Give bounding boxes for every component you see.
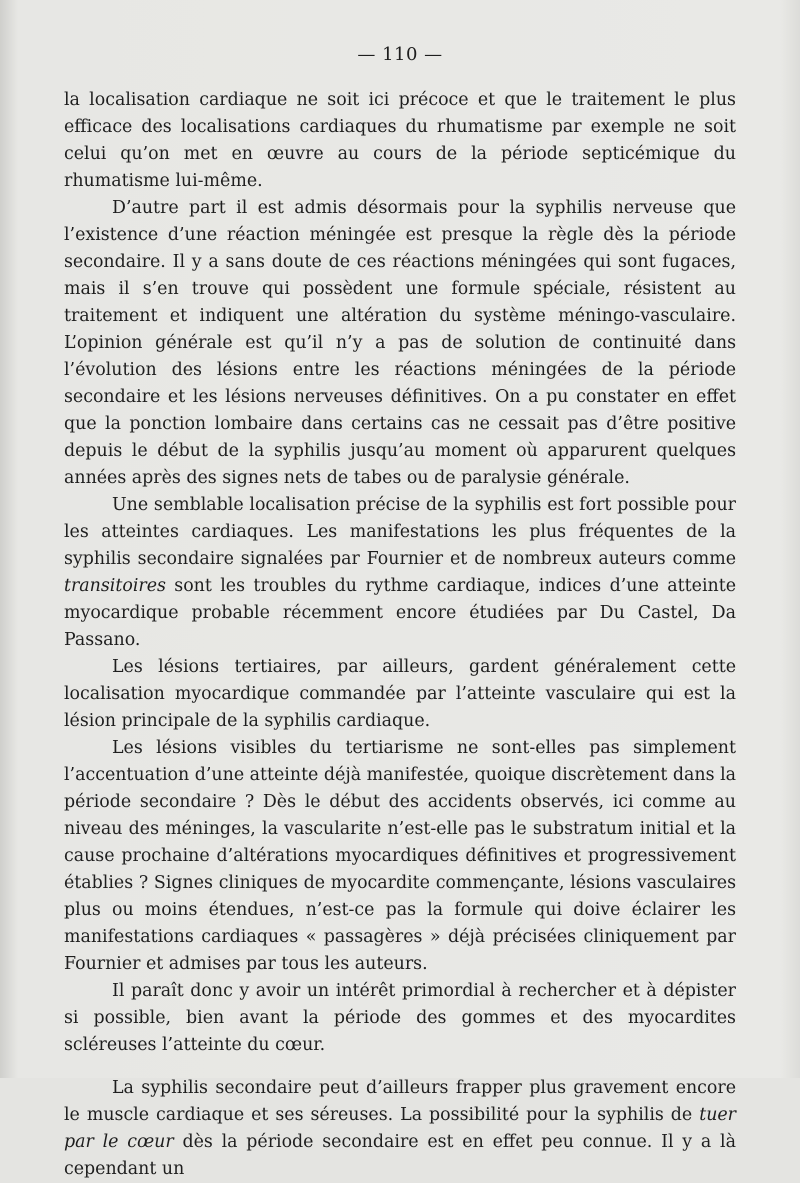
paragraph-7-emphasis: tuer par le cœur: [64, 1105, 736, 1152]
paragraph-2: D’autre part il est admis désormais pour la syphilis nerveuse que l’existence d’une réaction méningée est presque la règle dès la période secondaire. Il y a sans doute de ces réactions méningées qui sont fugaces, mais il s’en trouve qui possèdent une formule spéciale, résistent au traitement et indiquent une altération du système méningo-vasculaire. L’opinion générale est qu’il n’y a pas de solution de continuité dans l’évolution des lésions entre les réactions méningées de la période secondaire et les lésions nerveuses définitives. On a pu constater en effet que la ponction lombaire dans certains cas ne cessait pas d’être positive depuis le début de la syphilis jusqu’au moment où apparurent quelques années après des signes nets de tabes ou de paralysie générale.: [64, 198, 736, 488]
paragraph-6: Il paraît donc y avoir un intérêt primordial à rechercher et à dépister si possible, bien avant la période des gommes et des myocardites scléreuses l’atteinte du cœur.: [64, 981, 736, 1055]
paragraph-7: [64, 1075, 736, 1183]
paragraph-1: la localisation cardiaque ne soit ici précoce et que le traitement le plus efficace des localisations cardiaques du rhumatisme par exemple ne soit celui qu’on met en œuvre au cours de la période septicémique du rhumatisme lui-même.: [64, 90, 736, 191]
paragraph-3-text-after: sont les troubles du rythme cardiaque, indices d’une atteinte myocardique probable récemment encore étudiées par Du Castel, Da Passano.: [64, 576, 736, 650]
paragraph-7-text-after: dès la période secondaire est en effet peu connue. Il y a là cependant un: [64, 1132, 736, 1179]
page-number: — 110 —: [357, 44, 443, 65]
paragraph-7-text-before: La syphilis secondaire peut d’ailleurs frapper plus gravement encore le muscle cardiaque et ses séreuses. La possibilité pour la syphilis de: [64, 1078, 736, 1125]
paragraph-3-emphasis: transitoires: [64, 576, 166, 596]
paragraph-4: Les lésions tertiaires, par ailleurs, gardent généralement cette localisation myocardique commandée par l’atteinte vasculaire qui est la lésion principale de la syphilis cardiaque.: [64, 657, 736, 731]
paragraph-3: [64, 492, 736, 654]
paragraph-3-text-before: Une semblable localisation précise de la syphilis est fort possible pour les atteintes cardiaques. Les manifestations les plus fréquentes de la syphilis secondaire signalées par Fournier et de nombreux auteurs comme: [64, 495, 736, 569]
paragraph-5: Les lésions visibles du tertiarisme ne sont-elles pas simplement l’accentuation d’une atteinte déjà manifestée, quoique discrètement dans la période secondaire ? Dès le début des accidents observés, ici comme au niveau des méninges, la vascularite n’est-elle pas le substratum initial et la cause prochaine d’altérations myocardiques définitives et progressivement établies ? Signes cliniques de myocardite commençante, lésions vasculaires plus ou moins étendues, n’est-ce pas la formule qui doive éclairer les manifestations cardiaques « passagères » déjà précisées cliniquement par Fournier et admises par tous les auteurs.: [64, 738, 736, 974]
